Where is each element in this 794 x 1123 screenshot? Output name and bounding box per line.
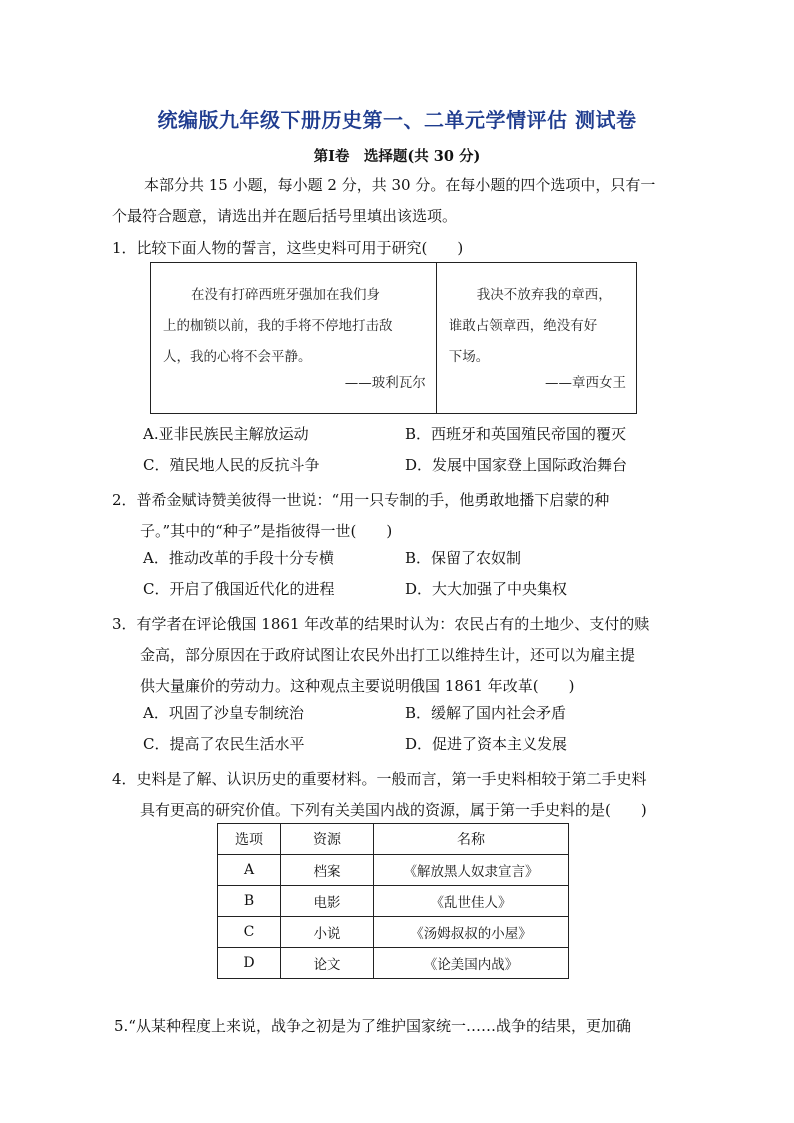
question-1-stem: 1．比较下面人物的誓言，这些史料可用于研究( ) [112, 239, 464, 257]
question-2-stem-line-2: 子。”其中的“种子”是指彼得一世( ) [140, 522, 393, 540]
quote-bolivar-line-2: 上的枷锁以前，我的手将不停地打击敌 [163, 318, 393, 334]
q1-option-a[interactable]: A.亚非民族民主解放运动 [143, 425, 309, 443]
table-row [218, 948, 569, 979]
q1-option-b[interactable]: B．西班牙和英国殖民帝国的覆灭 [405, 425, 627, 443]
table-header-option: 选项 [218, 824, 281, 855]
quote-rani [437, 263, 636, 413]
table-cell-resource: 论文 [281, 948, 374, 979]
table-row [218, 886, 569, 917]
section-title-text: 第Ⅰ卷 选择题(共 30 分) [313, 148, 481, 165]
table-header-row [218, 824, 569, 855]
q3-option-c[interactable]: C．提高了农民生活水平 [143, 735, 305, 753]
table-cell-resource: 档案 [281, 855, 374, 886]
page-title: 统编版九年级下册历史第一、二单元学情评估 测试卷 [157, 108, 637, 132]
question-4-stem-line-1: 4．史料是了解、认识历史的重要材料。一般而言，第一手史料相较于第二手史料 [112, 770, 647, 788]
question-3-stem-line-2: 金高，部分原因在于政府试图让农民外出打工以维持生计，还可以为雇主提 [140, 646, 636, 664]
question-4-stem-line-2: 具有更高的研究价值。下列有关美国内战的资源，属于第一手史料的是( ) [140, 801, 647, 819]
table-cell-resource: 小说 [281, 917, 374, 948]
table-header-resource: 资源 [281, 824, 374, 855]
q2-option-b[interactable]: B．保留了农奴制 [405, 549, 522, 567]
question-3-stem-line-1: 3．有学者在评论俄国 1861 年改革的结果时认为：农民占有的土地少、支付的赎 [112, 615, 650, 633]
table-row [218, 917, 569, 948]
instructions-line-2: 个最符合题意，请选出并在题后括号里填出该选项。 [112, 207, 458, 225]
table-cell-name: 《论美国内战》 [374, 948, 569, 979]
table-cell-name: 《汤姆叔叔的小屋》 [374, 917, 569, 948]
table-cell-option: D [218, 948, 281, 979]
q3-option-b[interactable]: B．缓解了国内社会矛盾 [405, 704, 567, 722]
q2-option-c[interactable]: C．开启了俄国近代化的进程 [143, 580, 335, 598]
table-cell-option: A [218, 855, 281, 886]
table-cell-resource: 电影 [281, 886, 374, 917]
question-3-stem-line-3: 供大量廉价的劳动力。这种观点主要说明俄国 1861 年改革( ) [140, 677, 575, 695]
quote-bolivar [151, 263, 437, 413]
quote-bolivar-line-1: 在没有打碎西班牙强加在我们身 [191, 287, 380, 303]
q1-option-c[interactable]: C．殖民地人民的反抗斗争 [143, 456, 320, 474]
q2-option-d[interactable]: D．大大加强了中央集权 [405, 580, 568, 598]
table-row [218, 855, 569, 886]
table-cell-option: C [218, 917, 281, 948]
section-title [0, 145, 794, 166]
instructions-line-1: 本部分共 15 小题，每小题 2 分，共 30 分。在每小题的四个选项中，只有一 [144, 176, 656, 194]
q3-option-a[interactable]: A．巩固了沙皇专制统治 [143, 704, 304, 722]
table-cell-option: B [218, 886, 281, 917]
table-cell-name: 《解放黑人奴隶宣言》 [374, 855, 569, 886]
quote-rani-line-3: 下场。 [448, 349, 490, 365]
q2-option-a[interactable]: A．推动改革的手段十分专横 [143, 549, 334, 567]
quote-bolivar-author: ——玻利瓦尔 [344, 375, 426, 391]
quote-rani-line-2: 谁敢占领章西，绝没有好 [448, 318, 598, 334]
quote-box [150, 262, 637, 414]
table-header-name: 名称 [374, 824, 569, 855]
question-2-stem-line-1: 2．普希金赋诗赞美彼得一世说：“用一只专制的手，他勇敢地播下启蒙的种 [112, 491, 610, 509]
quote-bolivar-line-3: 人，我的心将不会平静。 [163, 349, 312, 365]
question-5-stem-line-1: 5.“从某种程度上来说，战争之初是为了维护国家统一……战争的结果，更加确 [114, 1017, 631, 1035]
table-cell-name: 《乱世佳人》 [374, 886, 569, 917]
quote-rani-line-1: 我决不放弃我的章西， [476, 287, 612, 303]
quote-rani-author: ——章西女王 [545, 375, 626, 391]
sources-table [217, 823, 569, 979]
q1-option-d[interactable]: D．发展中国家登上国际政治舞台 [405, 456, 628, 474]
q3-option-d[interactable]: D．促进了资本主义发展 [405, 735, 568, 753]
